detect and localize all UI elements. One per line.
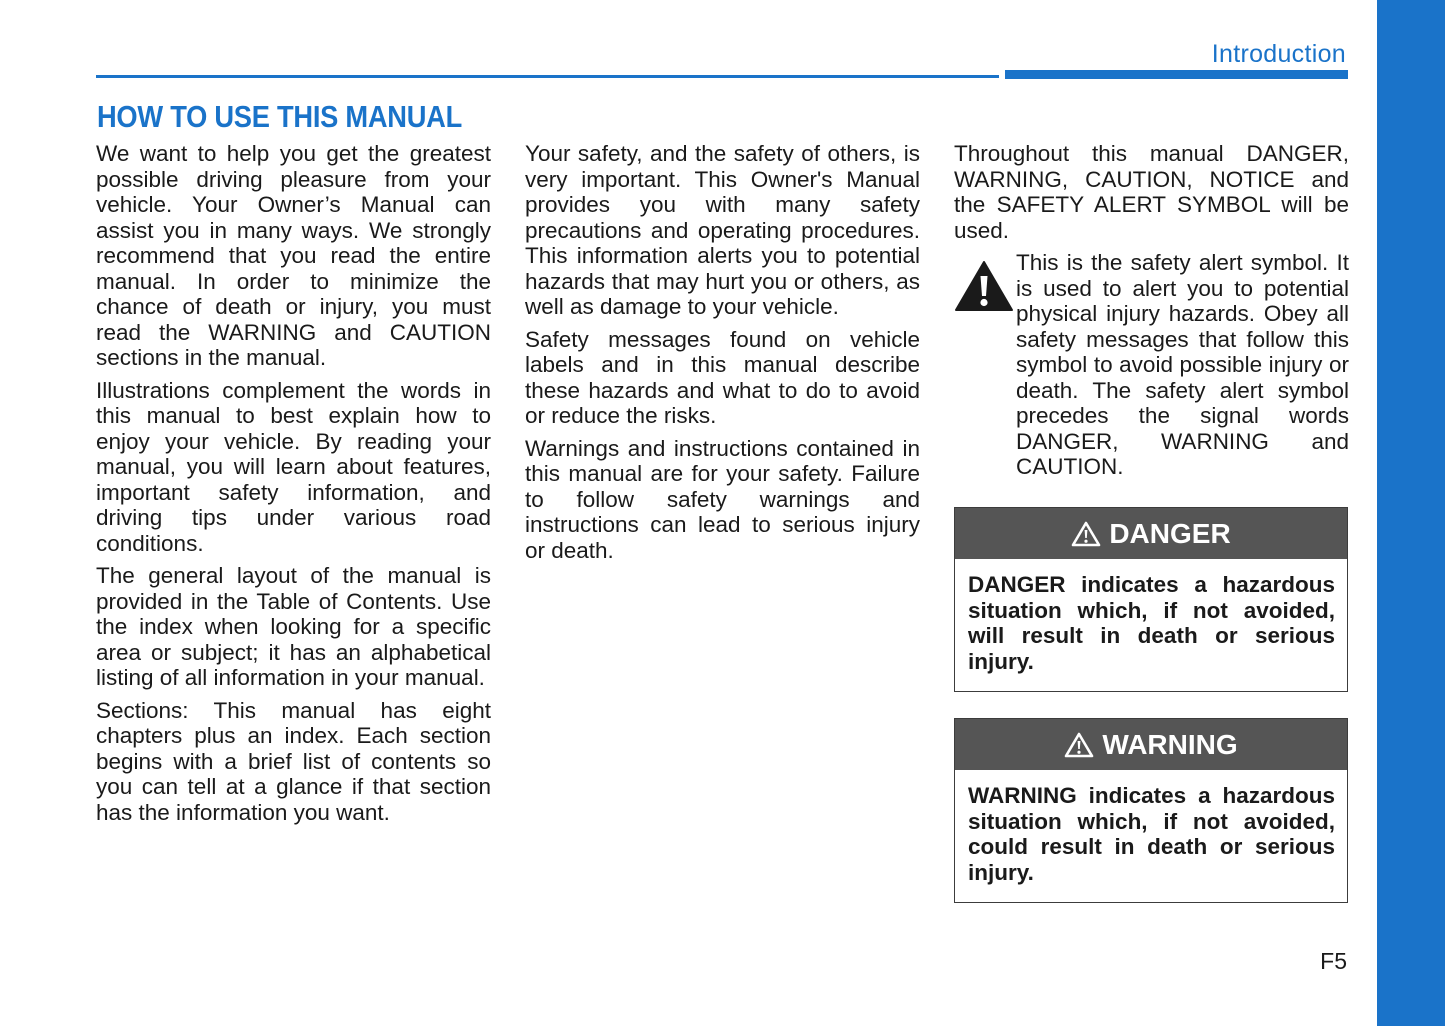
warning-label: WARNING: [1102, 728, 1238, 760]
warning-text: WARNING indicates a hazardous situation which, if not avoided, could result in death or serious injury.: [968, 783, 1335, 885]
warning-triangle-icon: [1071, 521, 1101, 547]
danger-box: [954, 507, 1348, 692]
page-heading: HOW TO USE THIS MANUAL: [97, 99, 462, 134]
column-right: [954, 141, 1349, 487]
warning-header: [955, 719, 1347, 770]
paragraph: Warnings and instructions contained in this manual are for your safety. Failure to follow safety warnings and instructions can lead to serious injury or death.: [525, 435, 920, 563]
paragraph: Safety messages found on vehicle labels and in this manual describe these hazards and what to do to avoid or reduce the risks.: [525, 326, 920, 428]
safety-alert-block: [954, 250, 1349, 487]
side-tab: [1377, 0, 1445, 1026]
header-rule-thick: [1005, 70, 1348, 79]
column-middle: [525, 141, 920, 570]
page-number: F5: [1320, 948, 1347, 974]
paragraph: The general layout of the manual is provided in the Table of Contents. Use the index when looking for a specific area or subject; it has an alphabetical listing of all information in your manual.: [96, 563, 491, 690]
header-rule: [96, 75, 999, 78]
safety-alert-text: This is the safety alert symbol. It is used to alert you to potential physical injury hazards. Obey all safety messages that follow this symbol to avoid possible injury or death. The safety alert symbol precedes the signal words DANGER, WARNING and CAUTION.: [1016, 250, 1349, 479]
danger-text: DANGER indicates a hazardous situation which, if not avoided, will result in death or serious injury.: [968, 572, 1335, 674]
danger-label: DANGER: [1109, 517, 1231, 549]
warning-box: [954, 718, 1348, 903]
safety-alert-triangle-icon: [954, 250, 1016, 318]
paragraph: Your safety, and the safety of others, is very important. This Owner's Manual provides you with many safety precautions and operating procedures. This information alerts you to potential hazards that may hurt you or others, as well as damage to your vehicle.: [525, 141, 920, 319]
column-left: [96, 141, 491, 832]
danger-header: [955, 508, 1347, 559]
section-title: Introduction: [1211, 40, 1346, 68]
paragraph: We want to help you get the greatest possible driving pleasure from your vehicle. Your Owner’s Manual can assist you in many ways. We strongly recommend that you read the entire manual. In order to minimize the chance of death or injury, you must read the WARNING and CAUTION sections in the manual.: [96, 141, 491, 370]
warning-triangle-icon: [1064, 732, 1094, 758]
paragraph: Throughout this manual DANGER, WARNING, CAUTION, NOTICE and the SAFETY ALERT SYMBOL will be used.: [954, 141, 1349, 243]
paragraph: Illustrations complement the words in this manual to best explain how to enjoy your vehicle. By reading your manual, you will learn about features, important safety information, and driving tips under various road conditions.: [96, 377, 491, 556]
paragraph: Sections: This manual has eight chapters plus an index. Each section begins with a brief list of contents so you can tell at a glance if that section has the information you want.: [96, 697, 491, 825]
